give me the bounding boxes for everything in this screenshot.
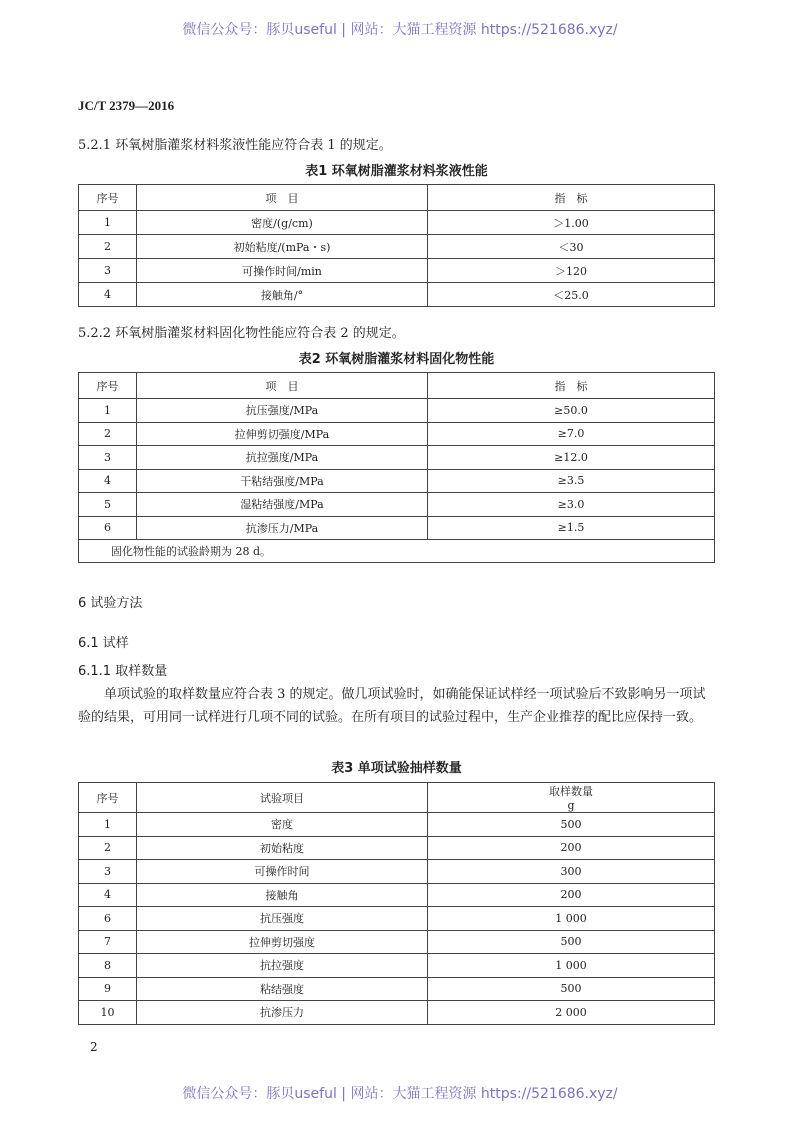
watermark-bottom: 微信公众号：豚贝useful | 网站：大猫工程资源 https://521686.xyz/ xyxy=(182,1086,618,1102)
table-cell: ≥50.0 xyxy=(428,399,715,423)
table2 xyxy=(78,372,715,563)
table-cell: 干粘结强度/MPa xyxy=(137,469,428,493)
table-cell: 密度/(g/cm) xyxy=(137,211,428,235)
table-header-row xyxy=(79,185,715,211)
table-cell: 3 xyxy=(79,446,137,470)
table-cell: 序号 xyxy=(79,185,137,211)
table-cell: 10 xyxy=(79,1001,137,1025)
table-row xyxy=(79,283,715,307)
table-row xyxy=(79,813,715,837)
table2-caption: 表2 环氧树脂灌浆材料固化物性能 xyxy=(298,352,495,367)
table-row xyxy=(79,211,715,235)
table-cell: ≥7.0 xyxy=(428,422,715,446)
table-row xyxy=(79,1001,715,1025)
table-cell: 4 xyxy=(79,283,137,307)
page-number: 2 xyxy=(90,1040,98,1054)
table-cell: 1 xyxy=(79,813,137,837)
table-cell: 9 xyxy=(79,977,137,1001)
table-cell: ≥1.5 xyxy=(428,516,715,540)
table-cell: 2 xyxy=(79,235,137,259)
clause-5-2-2: 5.2.2 环氧树脂灌浆材料固化物性能应符合表 2 的规定。 xyxy=(78,326,405,341)
section-6-1-1-heading: 6.1.1 取样数量 xyxy=(78,664,168,679)
table-cell: 200 xyxy=(428,836,715,860)
table-row xyxy=(79,469,715,493)
table-cell: 初始粘度 xyxy=(137,836,428,860)
watermark-top: 微信公众号：豚贝useful | 网站：大猫工程资源 https://521686.xyz/ xyxy=(182,22,618,38)
table-row xyxy=(79,954,715,978)
table-note-row xyxy=(79,540,715,563)
table-cell: 2 xyxy=(79,836,137,860)
table-cell: 初始粘度/(mPa・s) xyxy=(137,235,428,259)
table-row xyxy=(79,259,715,283)
table-row xyxy=(79,446,715,470)
table-cell: 抗拉强度 xyxy=(137,954,428,978)
table-cell: 2 xyxy=(79,422,137,446)
table-cell: 4 xyxy=(79,469,137,493)
table-cell: 1 000 xyxy=(428,907,715,931)
table-cell: ≥3.0 xyxy=(428,493,715,517)
table-cell: 项 目 xyxy=(137,373,428,399)
table-row xyxy=(79,235,715,259)
table-cell: 500 xyxy=(428,813,715,837)
table-cell: 抗拉强度/MPa xyxy=(137,446,428,470)
table-cell: 300 xyxy=(428,860,715,884)
standard-header: JC/T 2379—2016 xyxy=(78,98,175,113)
table-cell: 抗压强度 xyxy=(137,907,428,931)
section-6-1-heading: 6.1 试样 xyxy=(78,636,129,651)
table-cell: 接触角/° xyxy=(137,283,428,307)
section-6-heading: 6 试验方法 xyxy=(78,596,143,611)
table-row xyxy=(79,399,715,423)
table1-caption: 表1 环氧树脂灌浆材料浆液性能 xyxy=(305,164,488,179)
table-cell: 湿粘结强度/MPa xyxy=(137,493,428,517)
table-cell: 拉伸剪切强度/MPa xyxy=(137,422,428,446)
table-header-row xyxy=(79,373,715,399)
table-row xyxy=(79,977,715,1001)
table-row xyxy=(79,860,715,884)
table-header-row xyxy=(79,783,715,813)
table-cell: 指 标 xyxy=(428,373,715,399)
table-cell: 序号 xyxy=(79,783,137,813)
table-row xyxy=(79,422,715,446)
table-cell: ＜25.0 xyxy=(428,283,715,307)
header-label: 取样数量 xyxy=(549,785,593,798)
clause-5-2-1: 5.2.1 环氧树脂灌浆材料浆液性能应符合表 1 的规定。 xyxy=(78,138,392,153)
header-unit: g xyxy=(567,799,575,812)
table3-caption: 表3 单项试验抽样数量 xyxy=(331,761,462,776)
table-cell: 1 000 xyxy=(428,954,715,978)
table-cell: 2 000 xyxy=(428,1001,715,1025)
table-cell: 粘结强度 xyxy=(137,977,428,1001)
table-cell: 项 目 xyxy=(137,185,428,211)
table-cell: 1 xyxy=(79,211,137,235)
table-cell: 序号 xyxy=(79,373,137,399)
table-cell: 4 xyxy=(79,883,137,907)
table-cell: 7 xyxy=(79,930,137,954)
table-cell: 固化物性能的试验龄期为 28 d。 xyxy=(79,540,715,563)
table-cell: 密度 xyxy=(137,813,428,837)
table-cell: 500 xyxy=(428,930,715,954)
table-row xyxy=(79,883,715,907)
table-cell: 可操作时间/min xyxy=(137,259,428,283)
table-cell: 1 xyxy=(79,399,137,423)
table1 xyxy=(78,184,715,307)
table3 xyxy=(78,782,715,1025)
table-cell: ＞120 xyxy=(428,259,715,283)
table-row xyxy=(79,516,715,540)
table-cell: 5 xyxy=(79,493,137,517)
table-cell xyxy=(428,783,715,813)
table-cell: 3 xyxy=(79,860,137,884)
table-row xyxy=(79,930,715,954)
table-row xyxy=(79,836,715,860)
table-cell: 抗压强度/MPa xyxy=(137,399,428,423)
table-cell: ＜30 xyxy=(428,235,715,259)
table-cell: 6 xyxy=(79,907,137,931)
table-cell: 抗渗压力 xyxy=(137,1001,428,1025)
table-row xyxy=(79,493,715,517)
table-cell: ≥3.5 xyxy=(428,469,715,493)
table-cell: 抗渗压力/MPa xyxy=(137,516,428,540)
table-cell: 指 标 xyxy=(428,185,715,211)
table-cell: 6 xyxy=(79,516,137,540)
table-cell: 试验项目 xyxy=(137,783,428,813)
table-cell: 拉伸剪切强度 xyxy=(137,930,428,954)
table-row xyxy=(79,907,715,931)
table-cell: ≥12.0 xyxy=(428,446,715,470)
table-cell: 可操作时间 xyxy=(137,860,428,884)
paragraph: 单项试验的取样数量应符合表 3 的规定。做几项试验时，如确能保证试样经一项试验后不致影响另一项试验的结果，可用同一试样进行几项不同的试验。在所有项目的试验过程中，生产企业推荐的配比应保持一致。 xyxy=(78,687,706,725)
table-cell: 8 xyxy=(79,954,137,978)
table-cell: 500 xyxy=(428,977,715,1001)
table-cell: 200 xyxy=(428,883,715,907)
table-cell: ＞1.00 xyxy=(428,211,715,235)
table-cell: 3 xyxy=(79,259,137,283)
table-cell: 接触角 xyxy=(137,883,428,907)
